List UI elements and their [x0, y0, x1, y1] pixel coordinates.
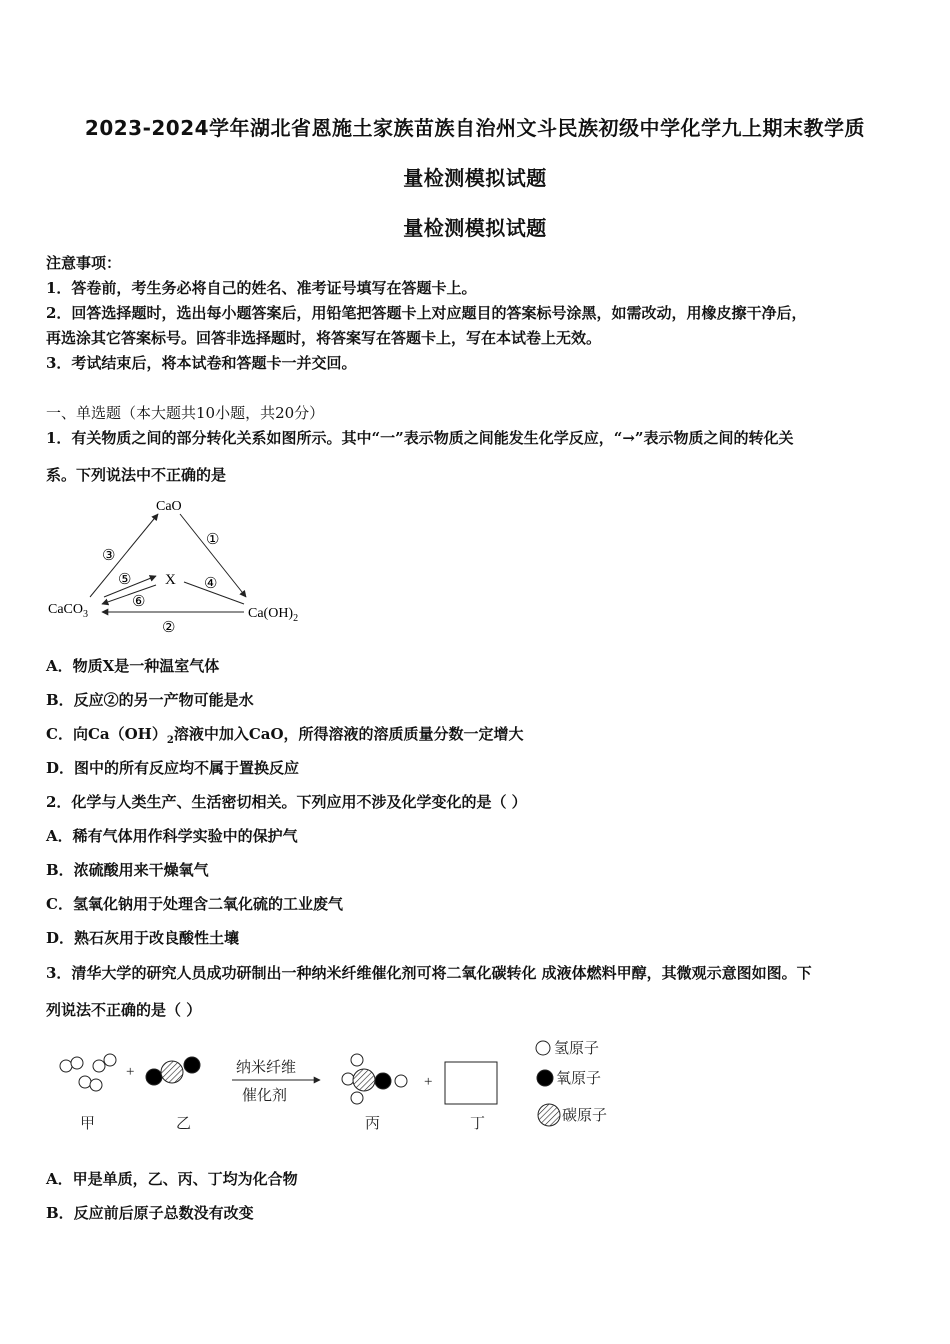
plus-2: + [424, 1074, 433, 1090]
q1-stem-line-1: 1．有关物质之间的部分转化关系如图所示。其中“一”表示物质之间能发生化学反应，“→”表示物质之间的转化关 [46, 429, 794, 447]
exam-title-line-1: 2023-2024学年湖北省恩施土家族苗族自治州文斗民族初级中学化学九上期末教学质 [84, 116, 866, 140]
notice-item-2: 2．回答选择题时，选出每小题答案后，用铅笔把答题卡上对应题目的答案标号涂黑，如需改动，用橡皮擦干净后， [46, 304, 807, 322]
q2-option-b: B．浓硫酸用来干燥氧气 [46, 861, 209, 879]
label-x: X [165, 572, 176, 588]
legend-hydrogen-icon [536, 1041, 550, 1055]
q1-conversion-diagram [44, 492, 314, 642]
label-caoh2: $Ca(OH)_2$ [248, 606, 299, 624]
num-4: ④ [204, 576, 218, 592]
q3-option-a: A．甲是单质，乙、丙、丁均为化合物 [46, 1170, 298, 1188]
catalyst-bottom: 催化剂 [242, 1088, 288, 1104]
reactant-yi-co2-molecule [146, 1057, 200, 1085]
q1-option-d: D．图中的所有反应均不属于置换反应 [46, 759, 300, 777]
label-caco3: CaCO$_3$ [48, 602, 88, 620]
exam-title-line-2: 量检测模拟试题 [403, 166, 547, 190]
section-heading: 一、单选题（本大题共10小题，共20分） [46, 404, 325, 422]
num-1: ① [206, 532, 220, 548]
q3-micro-diagram [40, 1030, 640, 1140]
q1-option-c: C．向$Ca(OH)_2$溶液中加入CaO，所得溶液的溶质质量分数一定增大 [46, 725, 524, 746]
notice-heading: 注意事项： [46, 254, 122, 272]
num-2: ② [162, 620, 176, 636]
label-ding: 丁 [470, 1116, 486, 1132]
legend-oxygen-icon [537, 1070, 553, 1086]
notice-item-2-cont: 再选涂其它答案标号。回答非选择题时，将答案写在答题卡上，写在本试卷上无效。 [46, 329, 602, 347]
notice-item-1: 1．答卷前，考生务必将自己的姓名、准考证号填写在答题卡上。 [46, 279, 477, 297]
q2-option-c: C．氢氧化钠用于处理含二氧化硫的工业废气 [46, 895, 343, 913]
num-3: ③ [102, 548, 116, 564]
label-bing: 丙 [365, 1116, 381, 1132]
product-bing-methanol-molecule [342, 1054, 407, 1104]
num-5: ⑤ [118, 572, 132, 588]
label-jia: 甲 [80, 1116, 96, 1132]
notice-item-3: 3．考试结束后，将本试卷和答题卡一并交回。 [46, 354, 357, 372]
exam-title-line-3: 量检测模拟试题 [403, 216, 547, 240]
legend-oxygen: 氧原子 [556, 1071, 602, 1087]
label-cao: CaO [156, 499, 182, 514]
q3-stem-line-2: 列说法不正确的是（ ） [46, 1001, 202, 1019]
num-6: ⑥ [132, 594, 146, 610]
legend-hydrogen: 氢原子 [554, 1041, 600, 1057]
q1-option-b: B．反应②的另一产物可能是水 [46, 691, 254, 709]
q2-option-d: D．熟石灰用于改良酸性土壤 [46, 929, 240, 947]
product-ding-box [445, 1062, 497, 1104]
q2-option-a: A．稀有气体用作科学实验中的保护气 [46, 827, 298, 845]
catalyst-top: 纳米纤维 [236, 1060, 297, 1076]
label-yi: 乙 [176, 1116, 192, 1132]
q1-option-a: A．物质X是一种温室气体 [46, 657, 220, 675]
q2-stem: 2．化学与人类生产、生活密切相关。下列应用不涉及化学变化的是（ ） [46, 793, 527, 811]
q1-stem-line-2: 系。下列说法中不正确的是 [46, 466, 227, 484]
reactant-jia-hydrogen-molecules [60, 1054, 116, 1091]
legend-carbon: 碳原子 [562, 1108, 608, 1124]
legend-carbon-icon [538, 1104, 560, 1126]
q3-stem-line-1: 3．清华大学的研究人员成功研制出一种纳米纤维催化剂可将二氧化碳转化 成液体燃料甲醇，其微观示意图如图。下 [46, 964, 812, 982]
plus-1: + [126, 1064, 135, 1080]
q3-option-b: B．反应前后原子总数没有改变 [46, 1204, 254, 1222]
